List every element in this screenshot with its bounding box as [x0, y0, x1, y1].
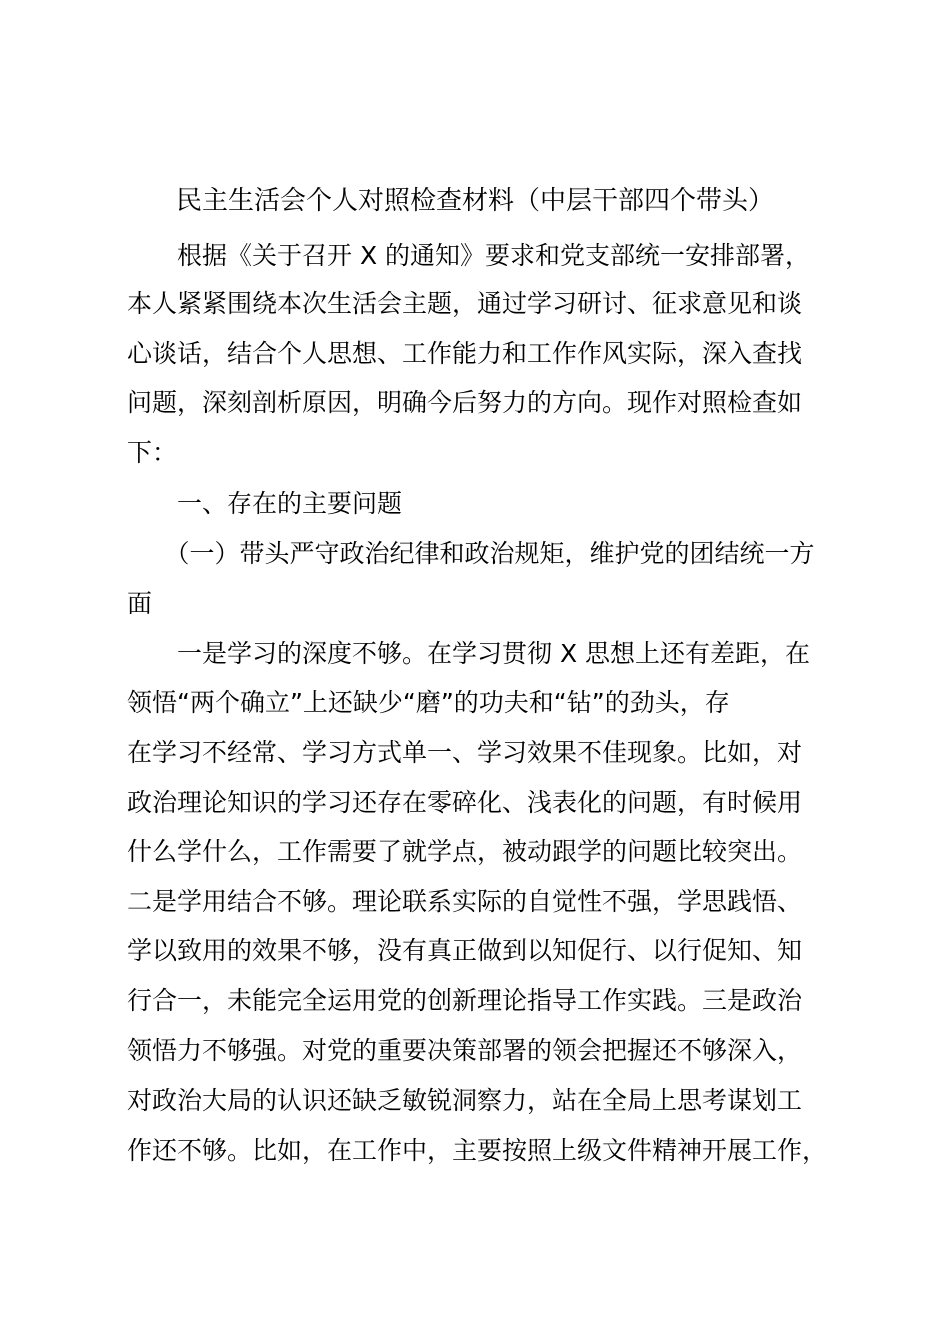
body-line: 行合一，未能完全运用党的创新理论指导工作实践。三是政治 — [127, 986, 803, 1015]
body-line: 心谈话，结合个人思想、工作能力和工作作风实际，深入查找 — [127, 339, 803, 368]
document-title: 民主生活会个人对照检查材料（中层干部四个带头） — [175, 186, 774, 216]
body-line: 学以致用的效果不够，没有真正做到以知促行、以行促知、知 — [127, 936, 803, 965]
body-line: 什么学什么，工作需要了就学点，被动跟学的问题比较突出。 — [127, 837, 803, 866]
subsection-heading: （一）带头严守政治纪律和政治规矩，维护党的团结统一方 — [127, 539, 815, 568]
body-line: 在学习不经常、学习方式单一、学习效果不佳现象。比如，对 — [127, 738, 803, 767]
section-heading: 一、存在的主要问题 — [127, 489, 403, 518]
body-line: 作还不够。比如，在工作中，主要按照上级文件精神开展工作， — [127, 1136, 828, 1165]
body-line: 对政治大局的认识还缺乏敏锐洞察力，站在全局上思考谋划工 — [127, 1086, 803, 1115]
body-line: 根据《关于召开 X 的通知》要求和党支部统一安排部署， — [127, 241, 811, 270]
body-line: 下： — [127, 438, 178, 467]
body-line: 问题，深刻剖析原因，明确今后努力的方向。现作对照检查如 — [127, 388, 803, 417]
body-line: 二是学用结合不够。理论联系实际的自觉性不强，学思践悟、 — [127, 887, 803, 916]
subsection-heading-cont: 面 — [127, 589, 153, 618]
body-line: 一是学习的深度不够。在学习贯彻 X 思想上还有差距，在 — [127, 639, 811, 668]
body-line: 政治理论知识的学习还存在零碎化、浅表化的问题，有时候用 — [127, 788, 803, 817]
body-line: 本人紧紧围绕本次生活会主题，通过学习研讨、征求意见和谈 — [127, 289, 803, 318]
body-line: 领悟力不够强。对党的重要决策部署的领会把握还不够深入， — [127, 1036, 803, 1065]
body-line: 领悟“两个确立”上还缺少“磨”的功夫和“钻”的劲头，存 — [127, 688, 730, 717]
